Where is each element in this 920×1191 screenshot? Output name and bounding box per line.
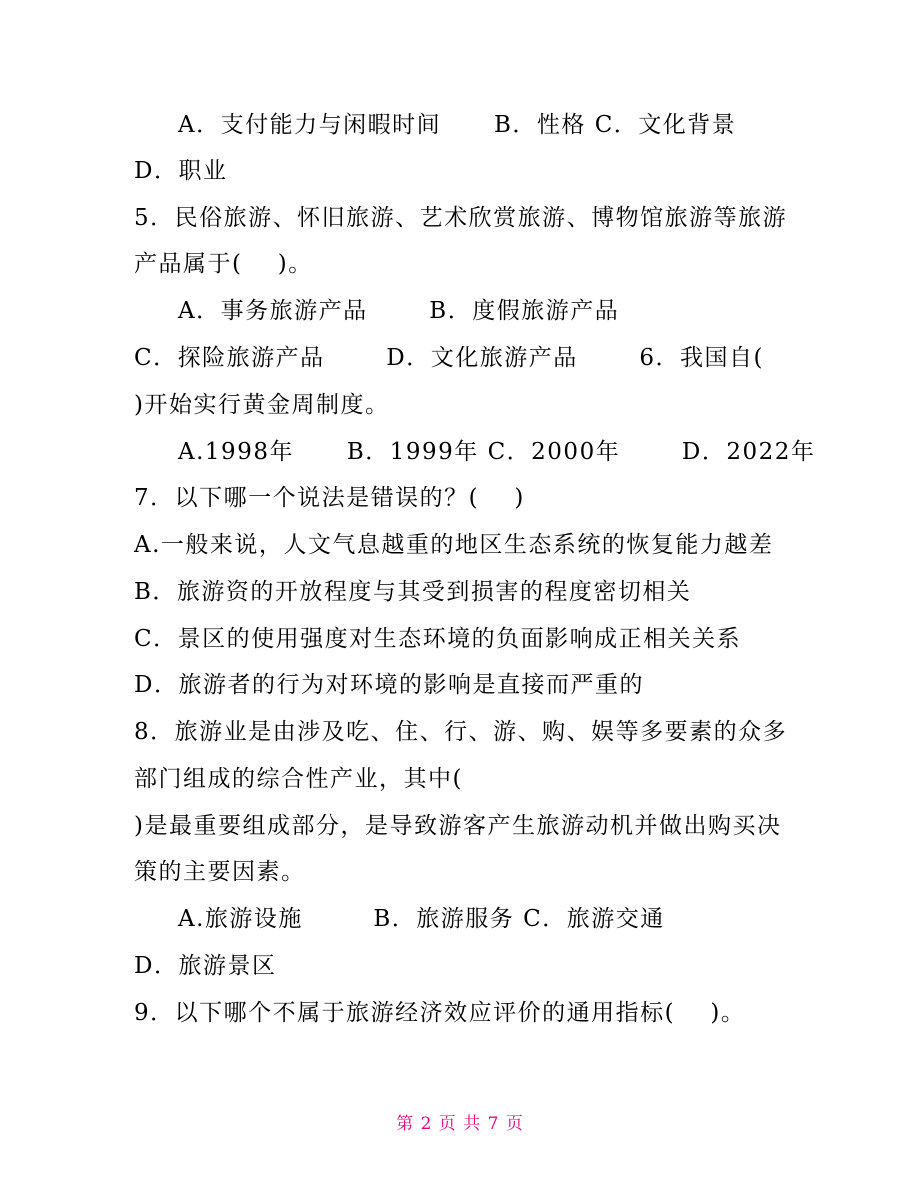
option-line: B．旅游资的开放程度与其受到损害的程度密切相关 — [134, 579, 692, 605]
question-line: 产品属于( )。 — [134, 251, 313, 277]
option-line: A．支付能力与闲暇时间 B．性格 C．文化背景 — [178, 112, 737, 138]
option-line: C．探险旅游产品 D．文化旅游产品 6．我国自( — [134, 345, 764, 371]
option-line: D．旅游景区 — [134, 953, 277, 979]
question-line: 策的主要因素。 — [134, 859, 306, 885]
option-line: C．景区的使用强度对生态环境的负面影响成正相关关系 — [134, 626, 742, 652]
question-line: 7．以下哪一个说法是错误的？( ) — [134, 485, 525, 511]
option-line: A．事务旅游产品 B．度假旅游产品 — [178, 298, 620, 324]
question-line: 8．旅游业是由涉及吃、住、行、游、购、娱等多要素的众多 — [134, 719, 788, 745]
question-line: )是最重要组成部分，是导致游客产生旅游动机并做出购买决 — [134, 813, 782, 839]
question-line: )开始实行黄金周制度。 — [134, 392, 390, 418]
option-line: A.旅游设施 B．旅游服务 C．旅游交通 — [178, 906, 665, 932]
option-line: A.一般来说，人文气息越重的地区生态系统的恢复能力越差 — [134, 532, 774, 558]
option-line: D．职业 — [134, 158, 228, 184]
question-line: 部门组成的综合性产业，其中( — [134, 766, 463, 792]
question-line: 5．民俗旅游、怀旧旅游、艺术欣赏旅游、博物馆旅游等旅游 — [134, 205, 788, 231]
question-line: 9．以下哪个不属于旅游经济效应评价的通用指标( )。 — [134, 1000, 746, 1026]
page-number-footer: 第 2 页 共 7 页 — [396, 1114, 524, 1134]
option-line: D．旅游者的行为对环境的影响是直接而严重的 — [134, 672, 644, 698]
option-line: A.1998年 B．1999年 C．2000年 D．2022年 — [178, 439, 816, 465]
